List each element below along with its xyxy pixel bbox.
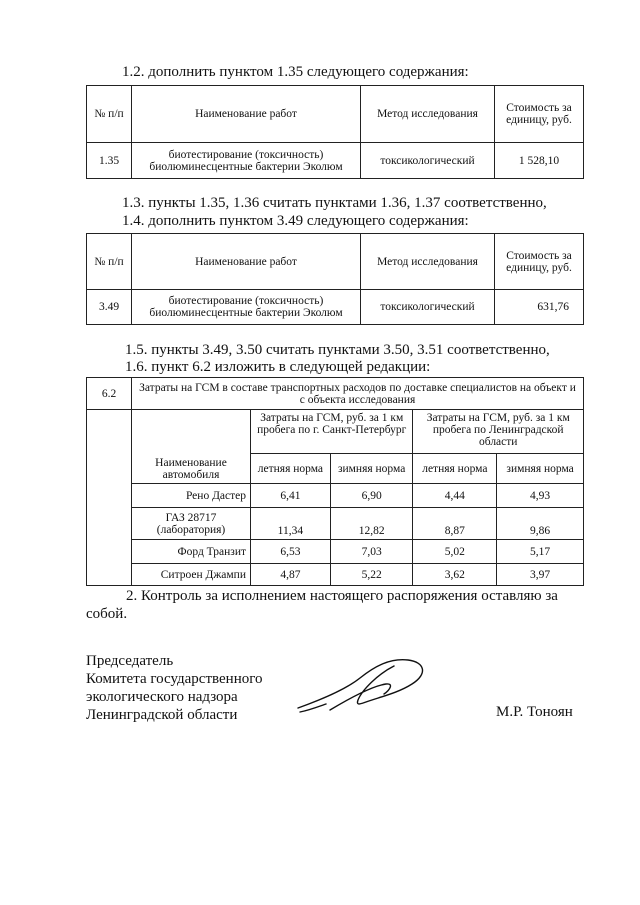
lo-winter: 4,93 bbox=[497, 484, 584, 508]
header-group-spb: Затраты на ГСМ, руб. за 1 км пробега по г. Санкт-Петербург bbox=[251, 410, 413, 454]
row-work: биотестирование (токсичность) биолюминесцентные бактерии Эколюм bbox=[132, 143, 361, 179]
table-2 bbox=[86, 233, 584, 325]
section-num: 6.2 bbox=[87, 378, 132, 410]
header-method: Метод исследования bbox=[361, 86, 495, 143]
vehicle-name: Ситроен Джампи bbox=[132, 564, 251, 586]
row-work: биотестирование (токсичность) биолюминесцентные бактерии Эколюм bbox=[132, 290, 361, 325]
spb-winter: 7,03 bbox=[330, 540, 413, 564]
header-num: № п/п bbox=[87, 86, 132, 143]
handwritten-signature bbox=[290, 650, 440, 720]
vehicle-name: Форд Транзит bbox=[132, 540, 251, 564]
spb-summer: 6,53 bbox=[251, 540, 331, 564]
lo-summer: 3,62 bbox=[413, 564, 497, 586]
table-row bbox=[87, 508, 584, 540]
spb-summer: 4,87 bbox=[251, 564, 331, 586]
header-group-lo: Затраты на ГСМ, руб. за 1 км пробега по Ленинградской области bbox=[413, 410, 584, 454]
table-3 bbox=[86, 377, 584, 586]
signatory-line-3: экологического надзора bbox=[86, 689, 238, 705]
signatory-name: М.Р. Тоноян bbox=[496, 704, 573, 720]
spb-winter: 5,22 bbox=[330, 564, 413, 586]
blank-cell bbox=[87, 410, 132, 586]
header-work: Наименование работ bbox=[132, 234, 361, 290]
header-work: Наименование работ bbox=[132, 86, 361, 143]
row-num: 3.49 bbox=[87, 290, 132, 325]
row-num: 1.35 bbox=[87, 143, 132, 179]
lo-winter: 5,17 bbox=[497, 540, 584, 564]
header-vehicle: Наименование автомобиля bbox=[132, 410, 251, 484]
signatory-title bbox=[86, 652, 263, 724]
row-method: токсикологический bbox=[361, 143, 495, 179]
spb-winter: 6,90 bbox=[330, 484, 413, 508]
header-cost: Стоимость за единицу, руб. bbox=[495, 234, 584, 290]
header-num: № п/п bbox=[87, 234, 132, 290]
row-cost: 631,76 bbox=[495, 290, 584, 325]
signatory-line-2: Комитета государственного bbox=[86, 671, 263, 687]
paragraph-2-line1: 2. Контроль за исполнением настоящего распоряжения оставляю за bbox=[126, 588, 558, 604]
item-1-2: 1.2. дополнить пунктом 1.35 следующего содержания: bbox=[122, 64, 469, 80]
item-1-3: 1.3. пункты 1.35, 1.36 считать пунктами 1.36, 1.37 соответственно, bbox=[122, 195, 547, 211]
signatory-line-4: Ленинградской области bbox=[86, 707, 238, 723]
header-method: Метод исследования bbox=[361, 234, 495, 290]
table-row bbox=[87, 564, 584, 586]
spb-winter: 12,82 bbox=[330, 508, 413, 540]
header-spb-summer: летняя норма bbox=[251, 454, 331, 484]
lo-winter: 9,86 bbox=[497, 508, 584, 540]
table-1 bbox=[86, 85, 584, 179]
header-spb-winter: зимняя норма bbox=[330, 454, 413, 484]
lo-summer: 4,44 bbox=[413, 484, 497, 508]
vehicle-name: Рено Дастер bbox=[132, 484, 251, 508]
row-method: токсикологический bbox=[361, 290, 495, 325]
spb-summer: 11,34 bbox=[251, 508, 331, 540]
lo-winter: 3,97 bbox=[497, 564, 584, 586]
table-row bbox=[87, 484, 584, 508]
item-1-6: 1.6. пункт 6.2 изложить в следующей редакции: bbox=[125, 359, 431, 375]
header-lo-winter: зимняя норма bbox=[497, 454, 584, 484]
signatory-line-1: Председатель bbox=[86, 653, 174, 669]
item-1-5: 1.5. пункты 3.49, 3.50 считать пунктами 3.50, 3.51 соответственно, bbox=[125, 342, 550, 358]
section-title: Затраты на ГСМ в составе транспортных расходов по доставке специалистов на объект и с объекта исследования bbox=[132, 378, 584, 410]
row-cost: 1 528,10 bbox=[495, 143, 584, 179]
header-lo-summer: летняя норма bbox=[413, 454, 497, 484]
paragraph-2-line2: собой. bbox=[86, 606, 128, 622]
item-1-4: 1.4. дополнить пунктом 3.49 следующего содержания: bbox=[122, 213, 469, 229]
vehicle-name: ГАЗ 28717 (лаборатория) bbox=[132, 508, 251, 540]
lo-summer: 5,02 bbox=[413, 540, 497, 564]
spb-summer: 6,41 bbox=[251, 484, 331, 508]
lo-summer: 8,87 bbox=[413, 508, 497, 540]
header-cost: Стоимость за единицу, руб. bbox=[495, 86, 584, 143]
table-row bbox=[87, 540, 584, 564]
